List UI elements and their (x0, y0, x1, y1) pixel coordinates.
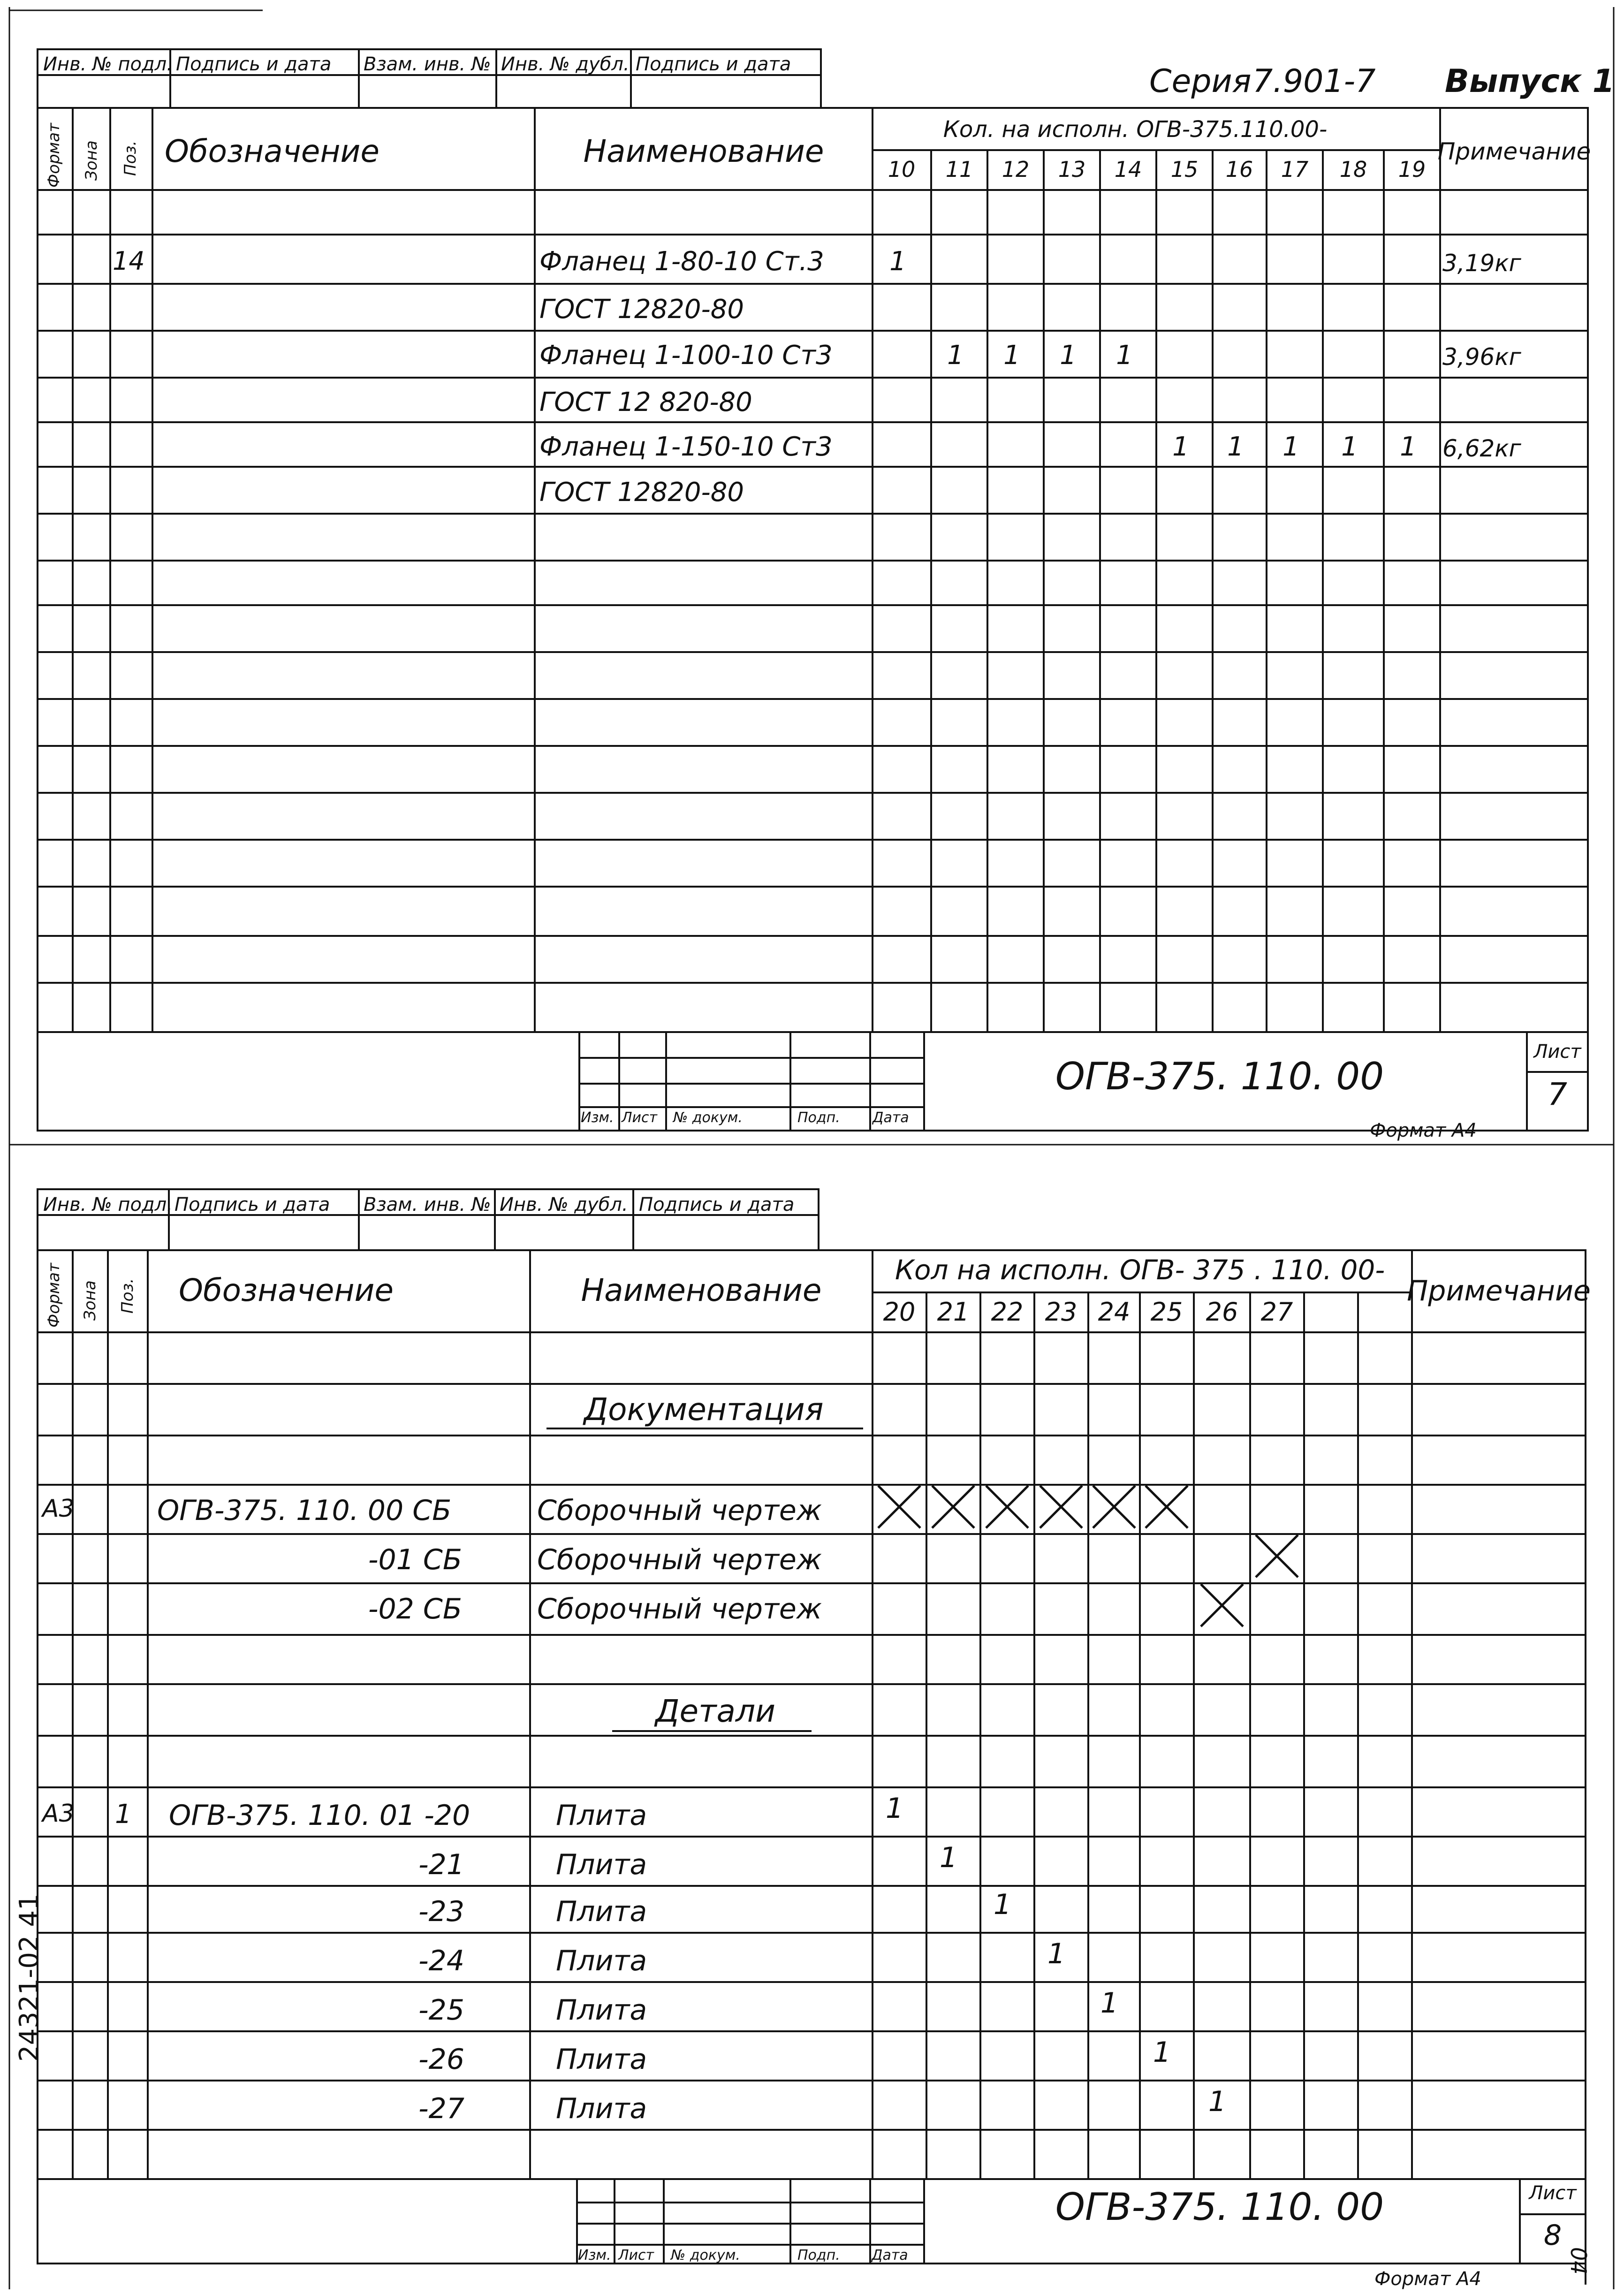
exec-col-16: 16 (1225, 157, 1253, 182)
row-designation: -01 СБ (368, 1543, 462, 1576)
cross-mark (878, 1486, 920, 1528)
row-note: 6,62кг (1442, 435, 1521, 462)
row-name: Фланец 1-80-10 Ст.3 (539, 246, 824, 277)
stamp-inv-label: Инв. № подл. (43, 53, 173, 75)
col2-format-header: Формат (45, 1263, 63, 1328)
row-name: ГОСТ 12820-80 (539, 294, 744, 325)
row-designation: -26 (418, 2043, 464, 2076)
qty-cell: 1 (1100, 1987, 1119, 2020)
col-zone-header: Зона (82, 140, 101, 181)
row-note: 3,96кг (1442, 343, 1521, 371)
tb-doc: № докум. (673, 1109, 743, 1126)
qty-cell: 1 (1341, 432, 1358, 462)
col-designation-header: Обозначение (165, 133, 379, 169)
exec2-col-26: 26 (1206, 1297, 1238, 1327)
cross-mark (932, 1486, 974, 1528)
stamp2-sign-label: Подпись и дата (175, 1194, 330, 1215)
row-name: Фланец 1-150-10 Ст3 (539, 432, 833, 462)
qty-cell: 1 (1208, 2085, 1227, 2118)
row-name: ГОСТ 12 820-80 (539, 387, 752, 418)
qty-cell: 1 (993, 1888, 1012, 1921)
tb2-date: Дата (872, 2247, 908, 2264)
cross-mark (1201, 1584, 1243, 1626)
exec2-col-20: 20 (883, 1297, 916, 1327)
sheet-label-2: Лист (1529, 2182, 1577, 2204)
exec-col-15: 15 (1170, 157, 1199, 182)
doc-number-sheet1: ОГВ-375. 110. 00 (1055, 1055, 1384, 1098)
cross-mark (1093, 1486, 1135, 1528)
issue-number: Выпуск 1 (1445, 63, 1615, 100)
row-name: ГОСТ 12820-80 (539, 477, 744, 508)
stamp2-inv-label: Инв. № подл. (43, 1194, 173, 1215)
stamp-sign2-label: Подпись и дата (636, 53, 791, 75)
exec-col-18: 18 (1339, 157, 1367, 182)
exec-col-17: 17 (1281, 157, 1309, 182)
format-label-2: Формат А4 (1374, 2268, 1481, 2290)
stamp-replace-label: Взам. инв. № (364, 53, 491, 75)
row-pos: 1 (115, 1799, 132, 1830)
row-format: А3 (42, 1495, 75, 1523)
qty-cell: 1 (947, 340, 964, 371)
row-designation: ОГВ-375. 110. 00 СБ (157, 1494, 452, 1527)
qty-cell: 1 (1283, 432, 1299, 462)
tb2-doc: № докум. (671, 2247, 740, 2264)
stamp-sign-label: Подпись и дата (176, 53, 332, 75)
row-format: А3 (42, 1800, 75, 1828)
col2-note-header: Примечание (1407, 1275, 1591, 1307)
exec-col-11: 11 (945, 157, 973, 182)
row-name: Плита (556, 2043, 647, 2076)
qty-cell: 1 (1116, 340, 1133, 371)
row-name: Фланец 1-100-10 Ст3 (539, 340, 833, 371)
qty-cell: 1 (885, 1792, 904, 1825)
col-format-header: Формат (45, 123, 63, 188)
row-name: Плита (556, 2092, 647, 2125)
sheet-label-1: Лист (1533, 1041, 1581, 1063)
stamp-dup-label: Инв. № дубл. (501, 53, 630, 75)
qty-cell: 1 (1060, 340, 1077, 371)
tb-date: Дата (873, 1109, 909, 1126)
qty-cell: 1 (1153, 2036, 1171, 2069)
col-note-header: Примечание (1437, 138, 1591, 165)
series-number: 7.901-7 (1252, 63, 1376, 100)
qty-cell: 1 (1047, 1937, 1066, 1970)
tb2-izm: Изм. (578, 2247, 611, 2264)
sheet-number-2: 8 (1543, 2219, 1562, 2252)
col2-pos-header: Поз. (118, 1278, 137, 1314)
col-pos-header: Поз. (121, 140, 140, 176)
row-designation: -27 (418, 2092, 464, 2125)
exec2-col-24: 24 (1098, 1297, 1131, 1327)
exec-col-13: 13 (1058, 157, 1086, 182)
qty-cell: 1 (1227, 432, 1244, 462)
row-name: Сборочный чертеж (537, 1494, 822, 1527)
qty-title: Кол. на исполн. ОГВ-375.110.00- (943, 116, 1328, 143)
cross-mark (1146, 1486, 1188, 1528)
cross-mark (986, 1486, 1028, 1528)
row-name: Плита (556, 1945, 647, 1977)
row-name: Плита (556, 1799, 647, 1832)
cross-mark (1256, 1535, 1298, 1577)
cross-mark (1040, 1486, 1082, 1528)
exec2-col-27: 27 (1260, 1297, 1293, 1327)
stamp2-dup-label: Инв. № дубл. (500, 1194, 628, 1215)
col2-name-header: Наименование (581, 1272, 822, 1308)
qty-cell: 1 (1003, 340, 1020, 371)
doc-number-sheet2: ОГВ-375. 110. 00 (1055, 2185, 1384, 2229)
qty-title-2: Кол на исполн. ОГВ- 375 . 110. 00- (895, 1254, 1385, 1286)
row-note: 3,19кг (1442, 250, 1521, 277)
row-name: Сборочный чертеж (537, 1543, 822, 1576)
row-designation: -21 (418, 1848, 464, 1881)
tb-list: Лист (622, 1109, 658, 1126)
tb2-sign: Подп. (797, 2247, 840, 2264)
row-pos: 14 (113, 246, 145, 276)
section-parts: Детали (655, 1693, 776, 1729)
stamp2-replace-label: Взам. инв. № (364, 1194, 491, 1215)
exec2-col-23: 23 (1045, 1297, 1078, 1327)
sheet-number-1: 7 (1548, 1076, 1567, 1112)
qty-cell: 1 (889, 246, 906, 277)
exec-col-19: 19 (1398, 157, 1426, 182)
row-name: Плита (556, 1895, 647, 1928)
row-name: Сборочный чертеж (537, 1593, 822, 1626)
section-documentation: Документация (584, 1391, 824, 1428)
stamp2-sign2-label: Подпись и дата (639, 1194, 795, 1215)
tb-sign: Подп. (797, 1109, 840, 1126)
tb2-list: Лист (618, 2247, 654, 2264)
row-designation: ОГВ-375. 110. 01 -20 (169, 1799, 471, 1832)
exec-col-12: 12 (1002, 157, 1030, 182)
row-designation: -02 СБ (368, 1593, 462, 1626)
format-label-1: Формат А4 (1370, 1120, 1477, 1141)
exec2-col-25: 25 (1150, 1297, 1183, 1327)
series-label: Серия (1149, 63, 1252, 100)
col2-zone-header: Зона (81, 1280, 99, 1321)
tb-izm: Изм. (581, 1109, 614, 1126)
exec2-col-21: 21 (937, 1297, 970, 1327)
exec-col-10: 10 (888, 157, 916, 182)
row-designation: -25 (418, 1994, 464, 2027)
row-name: Плита (556, 1994, 647, 2027)
col-name-header: Наименование (583, 133, 824, 169)
row-designation: -23 (418, 1895, 464, 1928)
exec-col-14: 14 (1114, 157, 1142, 182)
corner-mark: 04 (1566, 2247, 1591, 2275)
side-code: 24321-02 41 (14, 1893, 45, 2062)
row-name: Плита (556, 1848, 647, 1881)
qty-cell: 1 (1172, 432, 1189, 462)
qty-cell: 1 (939, 1841, 958, 1874)
col2-designation-header: Обозначение (179, 1272, 394, 1308)
exec2-col-22: 22 (991, 1297, 1024, 1327)
qty-cell: 1 (1400, 432, 1417, 462)
row-designation: -24 (418, 1945, 464, 1977)
